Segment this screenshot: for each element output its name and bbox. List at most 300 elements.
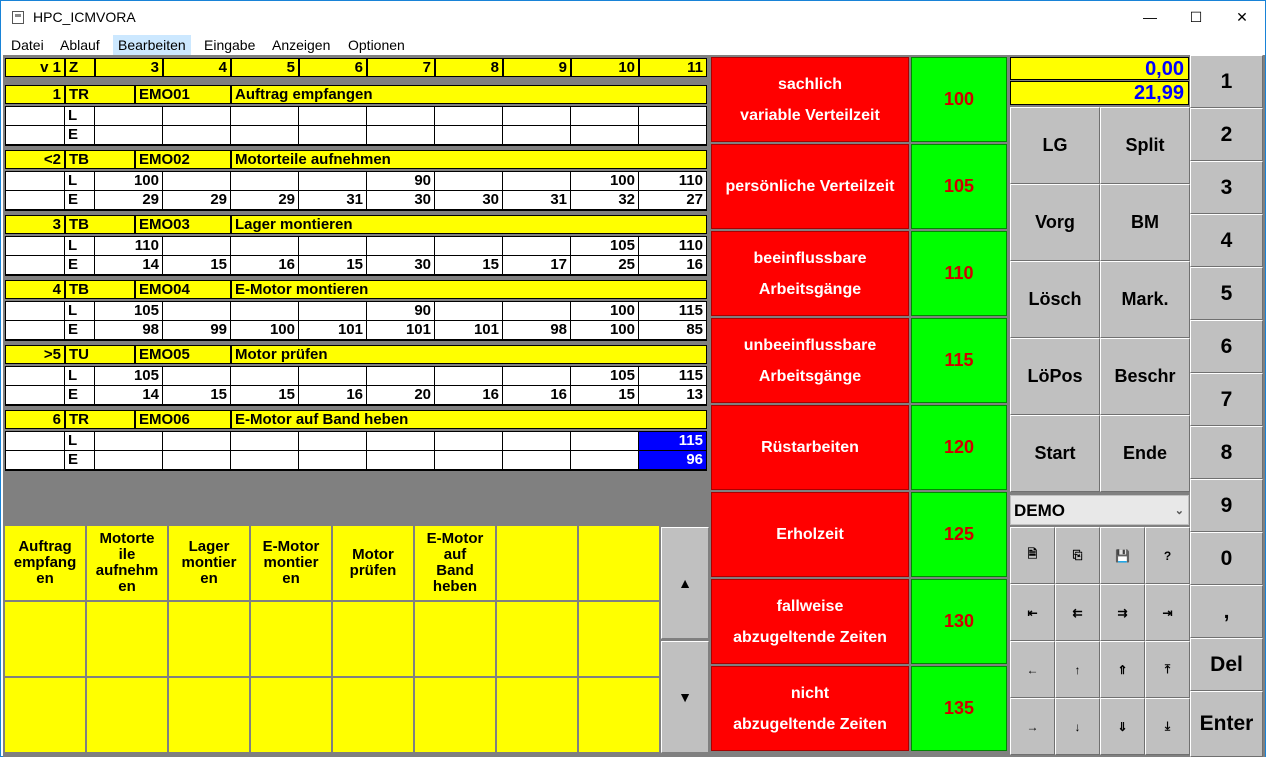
task-button-label: aufnehm xyxy=(95,562,159,579)
value-cell-E[interactable]: 99 xyxy=(163,321,231,340)
value-cell-E[interactable]: 29 xyxy=(163,191,231,210)
value-cell-E[interactable]: 32 xyxy=(571,191,639,210)
title-bar xyxy=(1,1,1265,33)
value-cell-E[interactable] xyxy=(231,451,299,470)
value-cell-E[interactable]: 13 xyxy=(639,386,707,405)
value-cell-L[interactable] xyxy=(503,367,571,386)
task-button-label: en xyxy=(118,578,136,595)
op-name[interactable]: Motor prüfen xyxy=(231,345,707,364)
row-label-L: L xyxy=(65,237,95,256)
row-spacer xyxy=(5,107,65,126)
demo-select[interactable] xyxy=(1010,495,1189,525)
row-label-L: L xyxy=(65,172,95,191)
function-button-vorg[interactable]: Vorg xyxy=(1010,184,1100,261)
row-label-E: E xyxy=(65,386,95,405)
category-label: persönliche Verteilzeit xyxy=(725,178,895,195)
menu-bar xyxy=(1,33,1265,55)
value-cell-L[interactable] xyxy=(231,367,299,386)
value-cell-E[interactable]: 16 xyxy=(435,386,503,405)
empty-task-button[interactable] xyxy=(578,677,660,753)
op-code: EMO06 xyxy=(135,410,231,429)
header-version: v 1 xyxy=(5,58,65,77)
value-cell-L[interactable] xyxy=(299,367,367,386)
category-button[interactable] xyxy=(711,318,909,403)
value-cell-L[interactable]: 105 xyxy=(95,302,163,321)
value-cell-E[interactable]: 15 xyxy=(231,386,299,405)
app-icon xyxy=(12,11,24,24)
empty-task-button[interactable] xyxy=(496,525,578,601)
value-cell-L[interactable]: 100 xyxy=(95,172,163,191)
minimize-button[interactable]: — xyxy=(1143,9,1157,25)
value-cell-L[interactable] xyxy=(231,237,299,256)
prev-page-icon[interactable]: ⇇ xyxy=(1055,584,1100,641)
op-code: EMO05 xyxy=(135,345,231,364)
value-cell-L[interactable]: 110 xyxy=(639,172,707,191)
new-doc-icon[interactable]: 🗎 xyxy=(1010,527,1055,584)
row-spacer xyxy=(5,386,65,405)
row-spacer xyxy=(5,237,65,256)
value-cell-E[interactable]: 14 xyxy=(95,386,163,405)
value-cell-L[interactable]: 90 xyxy=(367,302,435,321)
value-cell-E[interactable]: 101 xyxy=(435,321,503,340)
row-label-E: E xyxy=(65,451,95,470)
category-code[interactable]: 135 xyxy=(911,666,1007,751)
task-button-label: en xyxy=(282,570,300,587)
value-cell-E[interactable] xyxy=(571,451,639,470)
value-cell-L[interactable] xyxy=(571,432,639,451)
op-code: EMO02 xyxy=(135,150,231,169)
value-cell-L[interactable] xyxy=(435,302,503,321)
header-col: 9 xyxy=(503,58,571,77)
op-code: EMO03 xyxy=(135,215,231,234)
op-number: 1 xyxy=(5,85,65,104)
category-code[interactable]: 125 xyxy=(911,492,1007,577)
task-button[interactable] xyxy=(250,525,332,601)
task-button-label: ile xyxy=(118,546,136,563)
chevron-down-icon: ⌄ xyxy=(1174,505,1184,517)
scroll-down-button[interactable]: ▼ xyxy=(661,641,709,753)
row-spacer xyxy=(5,321,65,340)
task-button-label: en xyxy=(36,570,54,587)
category-button[interactable] xyxy=(711,144,909,229)
row-spacer xyxy=(5,302,65,321)
close-button[interactable]: ✕ xyxy=(1236,8,1248,25)
value-cell-L[interactable]: 115 xyxy=(639,302,707,321)
header-col: 7 xyxy=(367,58,435,77)
value-cell-L[interactable] xyxy=(367,107,435,126)
value-cell-E[interactable] xyxy=(299,451,367,470)
help-icon[interactable]: ? xyxy=(1145,527,1190,584)
value-cell-E[interactable] xyxy=(367,451,435,470)
value-cell-E[interactable]: 85 xyxy=(639,321,707,340)
numpad-key-9[interactable]: 9 xyxy=(1190,479,1263,532)
op-name[interactable]: E-Motor auf Band heben xyxy=(231,410,707,429)
value-cell-E[interactable]: 29 xyxy=(95,191,163,210)
row-spacer xyxy=(5,256,65,275)
function-button-ende[interactable]: Ende xyxy=(1100,415,1190,492)
value-cell-L[interactable]: 100 xyxy=(571,302,639,321)
numpad-key-enter[interactable]: Enter xyxy=(1190,691,1263,757)
task-button[interactable] xyxy=(4,525,86,601)
main-content xyxy=(3,55,1265,757)
value-cell-E[interactable]: 16 xyxy=(503,386,571,405)
value-cell-L[interactable] xyxy=(503,237,571,256)
task-button-label: montier xyxy=(263,554,319,571)
header-col: 3 xyxy=(95,58,163,77)
value-cell-E[interactable]: 16 xyxy=(299,386,367,405)
value-cell-L[interactable] xyxy=(367,432,435,451)
value-cell-E[interactable]: 14 xyxy=(95,256,163,275)
op-name[interactable]: Motorteile aufnehmen xyxy=(231,150,707,169)
value-cell-E[interactable]: 31 xyxy=(299,191,367,210)
value-cell-L[interactable] xyxy=(95,432,163,451)
value-cell-E[interactable]: 100 xyxy=(231,321,299,340)
category-label: abzugeltende Zeiten xyxy=(733,715,887,733)
empty-task-button[interactable] xyxy=(168,677,250,753)
task-button-label: E-Motor xyxy=(426,530,484,547)
task-button-label: Auftrag xyxy=(18,538,72,555)
op-type: TB xyxy=(65,215,135,234)
task-button[interactable] xyxy=(414,525,496,601)
page-up-icon[interactable]: ⇑ xyxy=(1100,641,1145,698)
op-number: <2 xyxy=(5,150,65,169)
task-button-label: Band xyxy=(436,562,474,579)
save-icon[interactable]: 💾 xyxy=(1100,527,1145,584)
category-button[interactable] xyxy=(711,666,909,751)
maximize-button[interactable]: ☐ xyxy=(1189,8,1203,25)
row-label-E: E xyxy=(65,256,95,275)
category-label: fallweise xyxy=(776,597,844,615)
value-cell-E[interactable]: 15 xyxy=(163,386,231,405)
task-button-label: Lager xyxy=(188,538,230,555)
row-spacer xyxy=(5,191,65,210)
category-label: Arbeitsgänge xyxy=(758,280,862,298)
value-cell-E[interactable] xyxy=(503,126,571,145)
value-cell-E[interactable]: 30 xyxy=(367,191,435,210)
menu-ablauf[interactable]: Ablauf xyxy=(60,37,100,53)
task-button-label: heben xyxy=(432,578,478,595)
scroll-up-button[interactable]: ▲ xyxy=(661,527,709,639)
value-cell-L[interactable]: 115 xyxy=(639,367,707,386)
value-cell-L[interactable] xyxy=(639,107,707,126)
header-col: 5 xyxy=(231,58,299,77)
category-label: variable Verteilzeit xyxy=(740,106,880,124)
value-cell-L[interactable] xyxy=(299,172,367,191)
task-button-label: en xyxy=(200,570,218,587)
empty-task-button[interactable] xyxy=(86,677,168,753)
value-cell-L[interactable] xyxy=(163,237,231,256)
empty-task-button[interactable] xyxy=(250,601,332,677)
value-cell-E[interactable]: 98 xyxy=(95,321,163,340)
empty-task-button[interactable] xyxy=(496,677,578,753)
value-cell-L[interactable] xyxy=(571,107,639,126)
next-page-icon[interactable]: ⇉ xyxy=(1100,584,1145,641)
value-cell-L[interactable] xyxy=(231,432,299,451)
value-cell-E[interactable] xyxy=(163,126,231,145)
empty-task-button[interactable] xyxy=(332,677,414,753)
empty-task-button[interactable] xyxy=(578,601,660,677)
op-name[interactable]: E-Motor montieren xyxy=(231,280,707,299)
op-type: TR xyxy=(65,85,135,104)
row-label-E: E xyxy=(65,126,95,145)
category-label: sachlich xyxy=(777,75,843,93)
value-cell-L[interactable]: 105 xyxy=(571,237,639,256)
menu-datei[interactable]: Datei xyxy=(11,37,44,53)
header-col: 6 xyxy=(299,58,367,77)
task-button-label: E-Motor xyxy=(262,538,320,555)
value-cell-L[interactable] xyxy=(435,432,503,451)
function-button-bm[interactable]: BM xyxy=(1100,184,1190,261)
category-label: Rüstarbeiten xyxy=(761,439,859,456)
value-cell-L[interactable]: 100 xyxy=(571,172,639,191)
menu-eingabe[interactable]: Eingabe xyxy=(204,37,256,53)
header-col: 11 xyxy=(639,58,707,77)
numpad-key-4[interactable]: 4 xyxy=(1190,214,1263,267)
function-button-start[interactable]: Start xyxy=(1010,415,1100,492)
value-cell-E[interactable]: 15 xyxy=(299,256,367,275)
value-cell-E[interactable]: 15 xyxy=(571,386,639,405)
category-label: Erholzeit xyxy=(776,526,844,543)
empty-task-button[interactable] xyxy=(250,677,332,753)
value-cell-L[interactable] xyxy=(163,172,231,191)
task-button-label: empfang xyxy=(13,554,77,571)
value-cell-E[interactable]: 101 xyxy=(367,321,435,340)
value-cell-L[interactable]: 115 xyxy=(639,432,707,451)
function-button-löpos[interactable]: LöPos xyxy=(1010,338,1100,415)
category-code[interactable]: 130 xyxy=(911,579,1007,664)
window-title: HPC_ICMVORA xyxy=(33,9,136,25)
value-cell-L[interactable] xyxy=(95,107,163,126)
task-button[interactable] xyxy=(332,525,414,601)
row-label-E: E xyxy=(65,321,95,340)
category-label: abzugeltende Zeiten xyxy=(733,628,887,646)
value-cell-L[interactable]: 105 xyxy=(95,367,163,386)
menu-optionen[interactable]: Optionen xyxy=(348,37,405,53)
value-cell-E[interactable]: 17 xyxy=(503,256,571,275)
row-spacer xyxy=(5,126,65,145)
value-cell-E[interactable]: 98 xyxy=(503,321,571,340)
op-type: TB xyxy=(65,150,135,169)
category-code[interactable]: 115 xyxy=(911,318,1007,403)
value-cell-E[interactable]: 15 xyxy=(435,256,503,275)
category-button[interactable] xyxy=(711,231,909,316)
op-code: EMO01 xyxy=(135,85,231,104)
category-label: nicht xyxy=(790,684,830,702)
task-button-label: prüfen xyxy=(349,562,397,579)
numpad-key-del[interactable]: Del xyxy=(1190,638,1263,691)
empty-task-button[interactable] xyxy=(4,677,86,753)
op-number: 6 xyxy=(5,410,65,429)
row-label-L: L xyxy=(65,302,95,321)
category-label: unbeeinflussbare xyxy=(743,336,877,354)
value-cell-L[interactable] xyxy=(435,172,503,191)
function-button-mark[interactable]: Mark. xyxy=(1100,261,1190,338)
function-button-split[interactable]: Split xyxy=(1100,107,1190,184)
numpad-key-1[interactable]: 1 xyxy=(1190,55,1263,108)
numpad-key-8[interactable]: 8 xyxy=(1190,426,1263,479)
op-type: TR xyxy=(65,410,135,429)
op-name[interactable]: Lager montieren xyxy=(231,215,707,234)
value-cell-L[interactable]: 110 xyxy=(639,237,707,256)
category-code[interactable]: 105 xyxy=(911,144,1007,229)
numpad-key-5[interactable]: 5 xyxy=(1190,267,1263,320)
value-cell-L[interactable] xyxy=(299,237,367,256)
value-cell-E[interactable] xyxy=(231,126,299,145)
category-code[interactable]: 100 xyxy=(911,57,1007,142)
empty-task-button[interactable] xyxy=(4,601,86,677)
row-label-L: L xyxy=(65,107,95,126)
task-button-label: Motor xyxy=(352,546,394,563)
value-cell-L[interactable] xyxy=(299,302,367,321)
empty-task-button[interactable] xyxy=(86,601,168,677)
value-cell-E[interactable] xyxy=(435,451,503,470)
row-spacer xyxy=(5,432,65,451)
value-cell-E[interactable]: 15 xyxy=(163,256,231,275)
down-icon[interactable]: ↓ xyxy=(1055,698,1100,755)
display-value-1: 0,00 xyxy=(1010,57,1189,80)
function-button-beschr[interactable]: Beschr xyxy=(1100,338,1190,415)
numpad-key-3[interactable]: 3 xyxy=(1190,161,1263,214)
up-icon[interactable]: ↑ xyxy=(1055,641,1100,698)
op-number: 4 xyxy=(5,280,65,299)
value-cell-E[interactable] xyxy=(299,126,367,145)
value-cell-L[interactable]: 105 xyxy=(571,367,639,386)
category-label: Arbeitsgänge xyxy=(758,367,862,385)
operations-grid xyxy=(3,55,709,525)
value-cell-E[interactable]: 30 xyxy=(435,191,503,210)
category-button[interactable] xyxy=(711,492,909,577)
value-cell-L[interactable] xyxy=(163,107,231,126)
numpad-key-2[interactable]: 2 xyxy=(1190,108,1263,161)
first-icon[interactable]: ⇤ xyxy=(1010,584,1055,641)
header-col: 4 xyxy=(163,58,231,77)
value-cell-L[interactable]: 90 xyxy=(367,172,435,191)
value-cell-L[interactable] xyxy=(503,107,571,126)
row-label-E: E xyxy=(65,191,95,210)
value-cell-L[interactable] xyxy=(231,172,299,191)
task-button-label: montier xyxy=(181,554,237,571)
numpad-key-0[interactable]: 0 xyxy=(1190,532,1263,585)
op-type: TU xyxy=(65,345,135,364)
value-cell-E[interactable]: 29 xyxy=(231,191,299,210)
value-cell-E[interactable] xyxy=(435,126,503,145)
value-cell-L[interactable] xyxy=(163,367,231,386)
value-cell-L[interactable] xyxy=(299,107,367,126)
row-spacer xyxy=(5,172,65,191)
page-down-icon[interactable]: ⇓ xyxy=(1100,698,1145,755)
task-button[interactable] xyxy=(86,525,168,601)
menu-anzeigen[interactable]: Anzeigen xyxy=(272,37,331,53)
value-cell-E[interactable]: 96 xyxy=(639,451,707,470)
value-cell-E[interactable]: 30 xyxy=(367,256,435,275)
value-cell-E[interactable] xyxy=(163,451,231,470)
value-cell-L[interactable]: 110 xyxy=(95,237,163,256)
header-col: 10 xyxy=(571,58,639,77)
category-code[interactable]: 110 xyxy=(911,231,1007,316)
task-button-label: auf xyxy=(443,546,467,563)
value-cell-E[interactable]: 27 xyxy=(639,191,707,210)
category-button[interactable] xyxy=(711,579,909,664)
value-cell-E[interactable] xyxy=(639,126,707,145)
last-icon[interactable]: ⇥ xyxy=(1145,584,1190,641)
function-button-lg[interactable]: LG xyxy=(1010,107,1100,184)
value-cell-E[interactable]: 25 xyxy=(571,256,639,275)
empty-task-button[interactable] xyxy=(414,601,496,677)
value-cell-L[interactable] xyxy=(163,432,231,451)
top-icon[interactable]: ⤒ xyxy=(1145,641,1190,698)
value-cell-L[interactable] xyxy=(231,107,299,126)
value-cell-E[interactable]: 16 xyxy=(231,256,299,275)
value-cell-L[interactable] xyxy=(435,107,503,126)
value-cell-E[interactable] xyxy=(95,451,163,470)
value-cell-E[interactable]: 101 xyxy=(299,321,367,340)
category-label: beeinflussbare xyxy=(753,249,867,267)
task-button-label: Motorte xyxy=(99,530,155,547)
op-number: 3 xyxy=(5,215,65,234)
empty-task-button[interactable] xyxy=(496,601,578,677)
value-cell-E[interactable] xyxy=(503,451,571,470)
value-cell-L[interactable] xyxy=(367,367,435,386)
numpad-key-comma[interactable]: , xyxy=(1190,585,1263,638)
value-cell-L[interactable] xyxy=(503,432,571,451)
demo-select-value: DEMO xyxy=(1014,501,1065,520)
empty-task-button[interactable] xyxy=(332,601,414,677)
value-cell-E[interactable]: 16 xyxy=(639,256,707,275)
empty-task-button[interactable] xyxy=(414,677,496,753)
bottom-icon[interactable]: ⤓ xyxy=(1145,698,1190,755)
copy-doc-icon[interactable]: ⎘ xyxy=(1055,527,1100,584)
value-cell-E[interactable]: 20 xyxy=(367,386,435,405)
empty-task-button[interactable] xyxy=(578,525,660,601)
row-spacer xyxy=(5,367,65,386)
display-value-2: 21,99 xyxy=(1010,81,1189,105)
value-cell-E[interactable] xyxy=(571,126,639,145)
op-number: >5 xyxy=(5,345,65,364)
op-name[interactable]: Auftrag empfangen xyxy=(231,85,707,104)
value-cell-E[interactable] xyxy=(367,126,435,145)
task-button[interactable] xyxy=(168,525,250,601)
function-button-lösch[interactable]: Lösch xyxy=(1010,261,1100,338)
value-cell-L[interactable] xyxy=(503,172,571,191)
value-cell-E[interactable]: 31 xyxy=(503,191,571,210)
category-button[interactable] xyxy=(711,57,909,142)
left-icon[interactable]: ← xyxy=(1010,641,1055,698)
value-cell-L[interactable] xyxy=(435,237,503,256)
value-cell-E[interactable] xyxy=(95,126,163,145)
menu-bearbeiten[interactable]: Bearbeiten xyxy=(113,35,191,55)
op-code: EMO04 xyxy=(135,280,231,299)
value-cell-L[interactable] xyxy=(163,302,231,321)
row-label-L: L xyxy=(65,432,95,451)
header-col: Z xyxy=(65,58,95,77)
category-code[interactable]: 120 xyxy=(911,405,1007,490)
row-spacer xyxy=(5,451,65,470)
value-cell-L[interactable] xyxy=(435,367,503,386)
header-col: 8 xyxy=(435,58,503,77)
category-button[interactable] xyxy=(711,405,909,490)
value-cell-L[interactable] xyxy=(367,237,435,256)
value-cell-L[interactable] xyxy=(299,432,367,451)
value-cell-E[interactable]: 100 xyxy=(571,321,639,340)
value-cell-L[interactable] xyxy=(503,302,571,321)
empty-task-button[interactable] xyxy=(168,601,250,677)
numpad-key-6[interactable]: 6 xyxy=(1190,320,1263,373)
op-type: TB xyxy=(65,280,135,299)
row-label-L: L xyxy=(65,367,95,386)
value-cell-L[interactable] xyxy=(231,302,299,321)
right-icon[interactable]: → xyxy=(1010,698,1055,755)
numpad-key-7[interactable]: 7 xyxy=(1190,373,1263,426)
